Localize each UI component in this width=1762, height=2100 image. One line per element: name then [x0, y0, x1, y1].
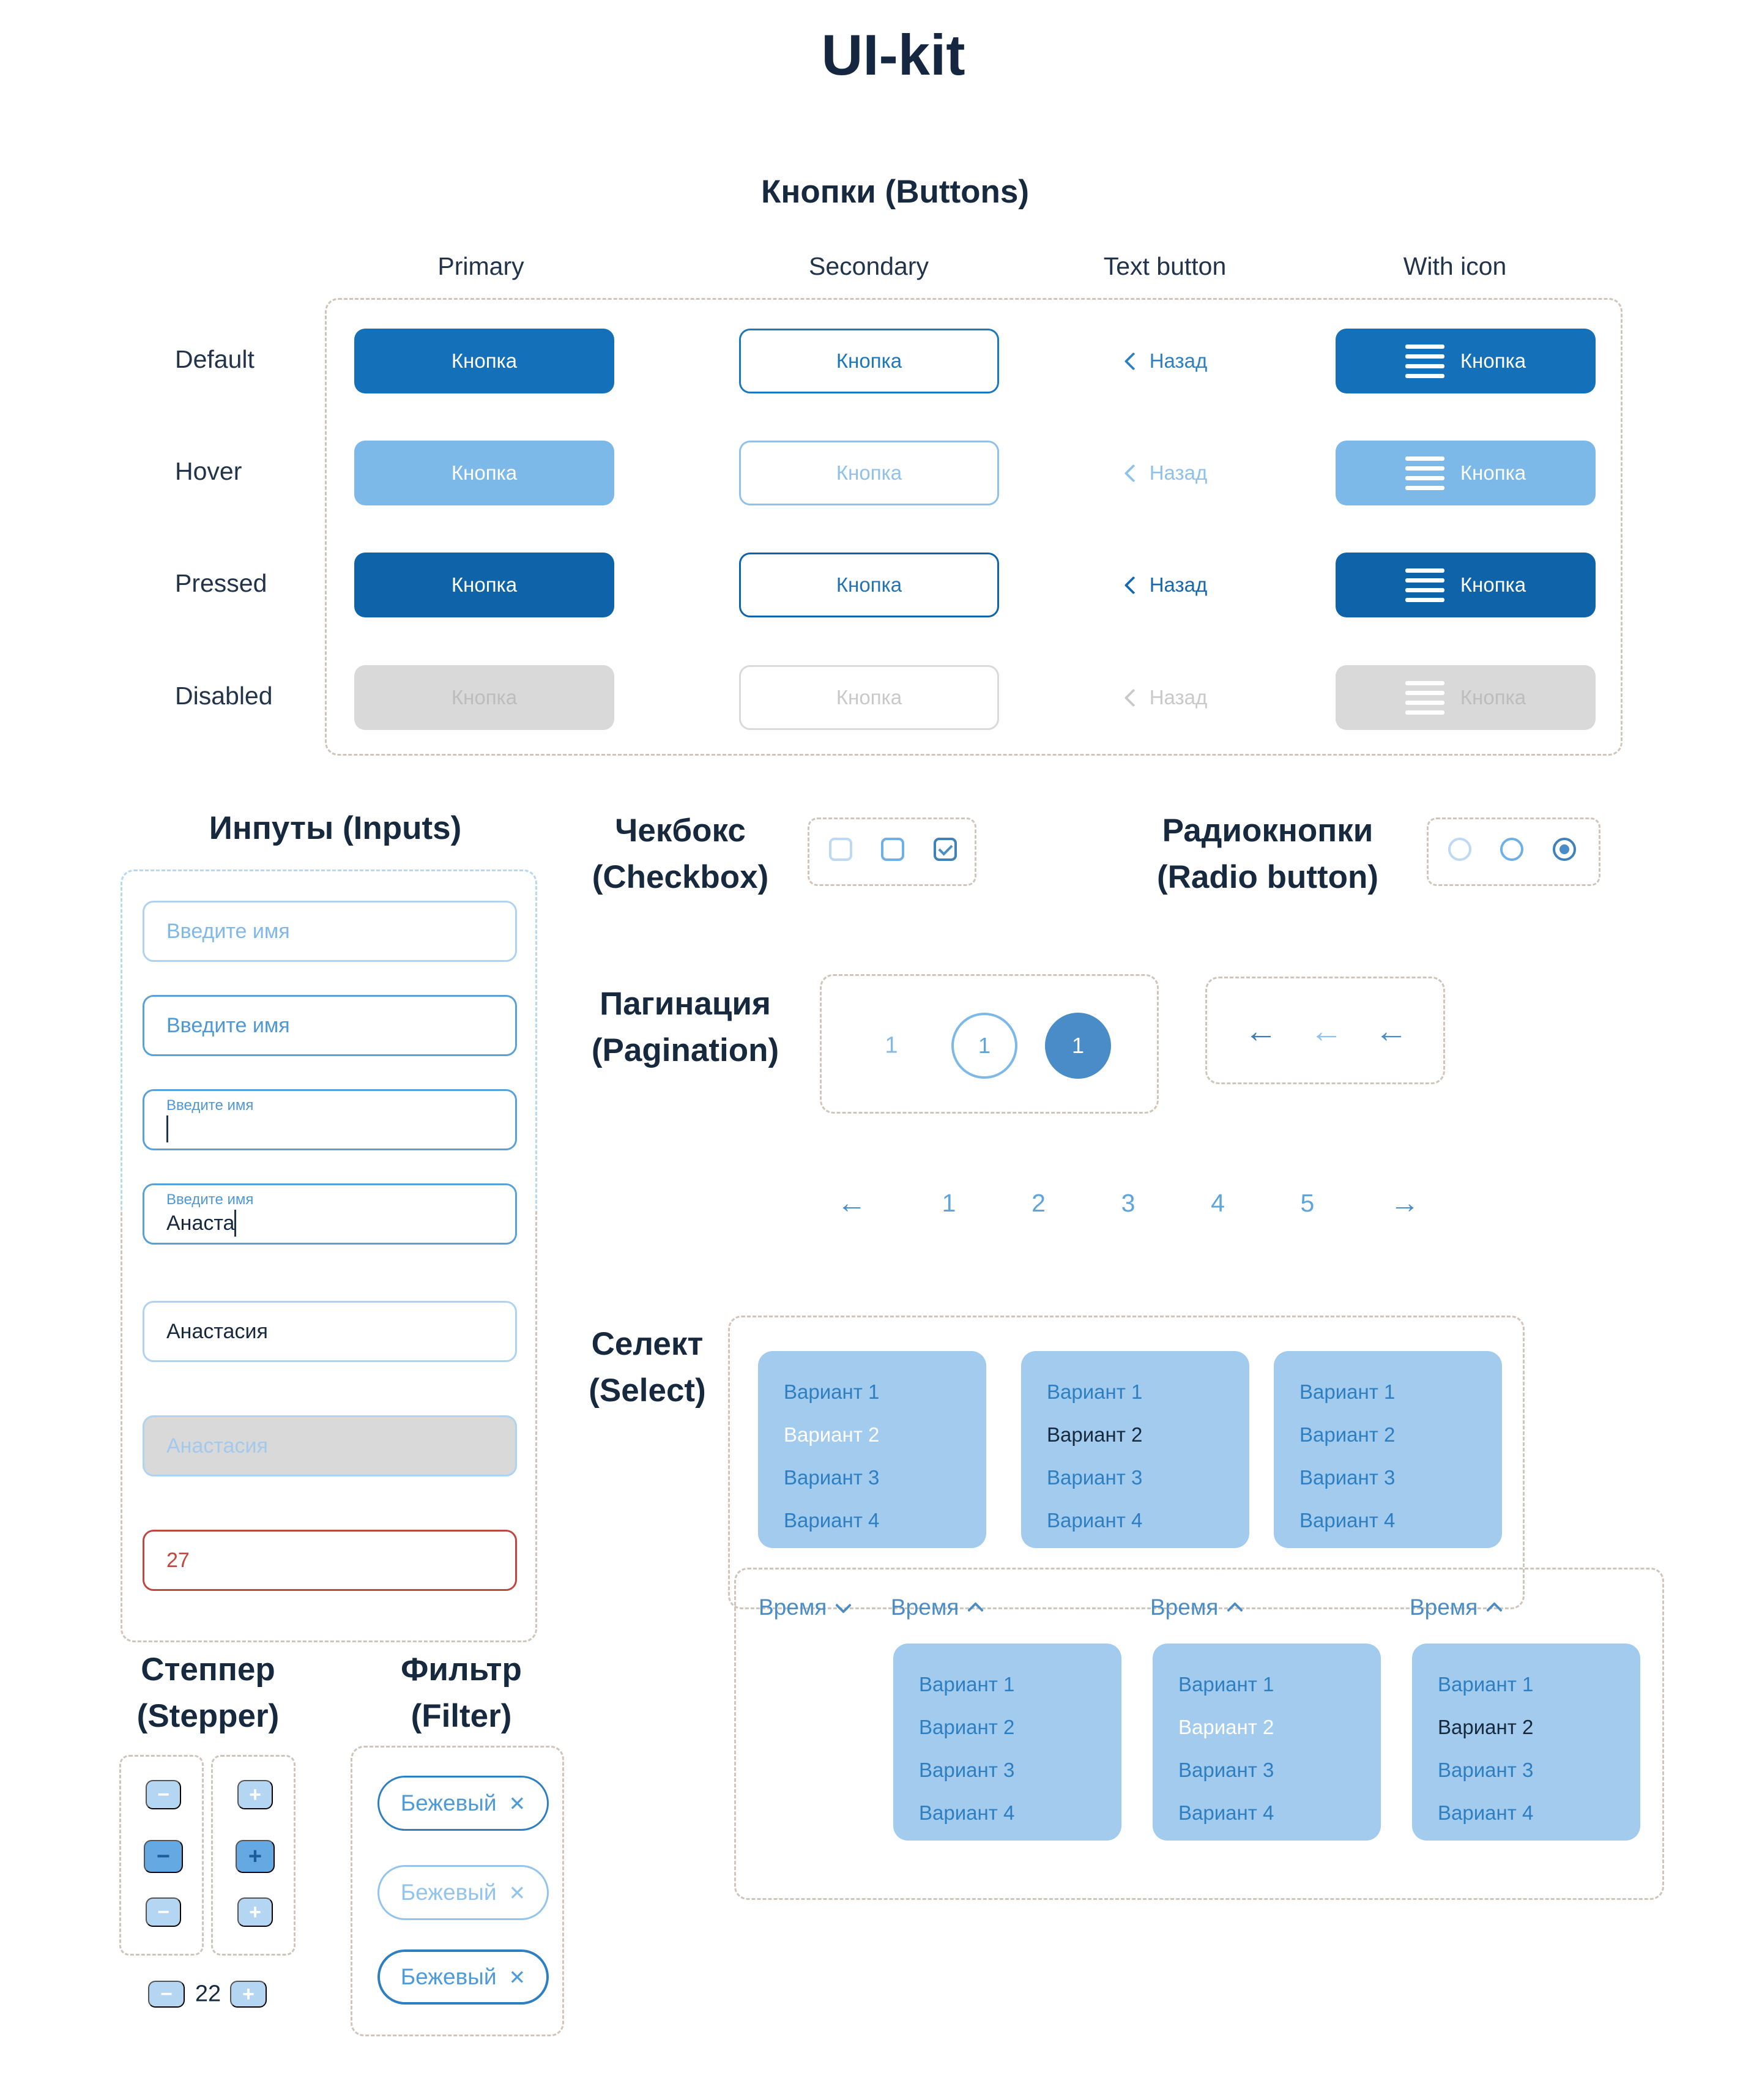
chevron-up-icon — [967, 1602, 984, 1618]
radio-unselected-light[interactable] — [1448, 838, 1471, 861]
select-option[interactable]: Вариант 2 — [919, 1716, 1015, 1738]
chip-label: Бежевый — [400, 1964, 497, 1989]
typed-value: Анаста — [166, 1211, 235, 1235]
back-label: Назад — [1149, 686, 1208, 709]
filter-heading-line2: (Filter) — [411, 1698, 512, 1734]
filter-chip-default[interactable] — [377, 1776, 549, 1831]
radio-unselected[interactable] — [1500, 838, 1523, 861]
chevron-up-icon — [1227, 1602, 1243, 1618]
name-input-disabled — [143, 1415, 517, 1476]
column-header-withicon: With icon — [1403, 252, 1507, 280]
arrow-left-hover[interactable]: ← — [1310, 1013, 1343, 1049]
select-option[interactable]: Вариант 1 — [1299, 1380, 1396, 1403]
page-link[interactable]: 5 — [1300, 1188, 1315, 1217]
dropdown-list-hover — [1153, 1644, 1381, 1841]
dropdown-toggle-open[interactable] — [1410, 1593, 1500, 1622]
plus-button-pressed[interactable] — [237, 1897, 273, 1927]
floating-label: Введите имя — [166, 1097, 254, 1114]
chevron-left-icon — [1124, 576, 1142, 594]
row-label-default: Default — [175, 345, 255, 373]
page-link[interactable]: 1 — [942, 1188, 956, 1217]
page-title: UI-kit — [821, 23, 965, 87]
radio-heading-line2: (Radio button) — [1156, 859, 1379, 895]
page-link[interactable]: 3 — [1121, 1188, 1136, 1217]
stepper-increment-button[interactable] — [230, 1981, 267, 2008]
checkbox-unchecked[interactable] — [881, 838, 904, 861]
button-label: Кнопка — [1460, 349, 1526, 372]
menu-icon — [1405, 456, 1444, 490]
name-input-hover[interactable] — [143, 995, 517, 1056]
select-option[interactable]: Вариант 2 — [1299, 1423, 1396, 1446]
icon-button-disabled — [1336, 665, 1596, 730]
button-label: Кнопка — [451, 686, 518, 709]
secondary-button-pressed[interactable] — [739, 553, 999, 617]
stepper-plus-box — [211, 1755, 296, 1956]
button-label: Кнопка — [836, 686, 902, 709]
primary-button-disabled — [354, 665, 614, 730]
checkbox-checked[interactable] — [934, 838, 957, 861]
select-option[interactable]: Вариант 1 — [1047, 1380, 1143, 1403]
button-label: Кнопка — [836, 573, 902, 596]
chevron-left-icon — [1124, 464, 1142, 482]
minus-glyph: − — [160, 1982, 173, 2006]
select-option[interactable]: Вариант 4 — [1299, 1509, 1396, 1532]
select-option[interactable]: Вариант 3 — [1438, 1759, 1534, 1781]
select-option[interactable]: Вариант 1 — [1438, 1673, 1534, 1696]
icon-button-default[interactable] — [1336, 329, 1596, 393]
icon-button-hover[interactable] — [1336, 441, 1596, 505]
plus-glyph: + — [249, 1900, 261, 1924]
dropdown-label: Время — [759, 1595, 827, 1620]
dropdown-toggle-open[interactable] — [891, 1593, 981, 1622]
pagination-heading-line1: Пагинация — [600, 986, 771, 1022]
dropdown-label: Время — [1150, 1595, 1219, 1620]
select-option[interactable]: Вариант 4 — [1438, 1801, 1534, 1824]
pagination-states-box — [820, 974, 1159, 1114]
column-header-textbutton: Text button — [1103, 252, 1227, 280]
dropdown-label: Время — [1410, 1595, 1478, 1620]
radio-dot — [1559, 844, 1569, 854]
button-label: Кнопка — [451, 573, 518, 596]
stepper-heading-line1: Степпер — [141, 1651, 275, 1688]
back-label: Назад — [1149, 573, 1208, 596]
stepper-heading-line2: (Stepper) — [136, 1698, 280, 1734]
inputs-heading: Инпуты (Inputs) — [209, 810, 462, 846]
name-input-filled[interactable] — [143, 1301, 517, 1362]
prev-page-arrow[interactable]: ← — [837, 1186, 866, 1219]
inputs-showcase-box — [121, 869, 537, 1642]
page-link[interactable]: 2 — [1032, 1188, 1046, 1217]
radio-selected[interactable] — [1553, 838, 1576, 861]
column-header-secondary: Secondary — [808, 252, 929, 280]
select-lists-box — [728, 1316, 1525, 1609]
stepper-value: 22 — [195, 1981, 221, 2007]
select-option[interactable]: Вариант 3 — [919, 1759, 1015, 1781]
check-icon — [938, 841, 953, 855]
remove-chip-icon[interactable]: ✕ — [508, 1965, 526, 1989]
select-option[interactable]: Вариант 4 — [919, 1801, 1015, 1824]
plus-glyph: + — [248, 1843, 262, 1869]
checkbox-showcase-box — [808, 817, 976, 886]
minus-glyph: − — [156, 1843, 171, 1869]
select-option-hovered[interactable]: Вариант 2 — [1178, 1716, 1274, 1738]
button-label: Кнопка — [836, 349, 902, 372]
menu-icon — [1405, 681, 1444, 715]
dropdown-label: Время — [891, 1595, 959, 1620]
primary-button-default[interactable] — [354, 329, 614, 393]
chevron-left-icon — [1124, 352, 1142, 370]
select-option[interactable]: Вариант 3 — [784, 1466, 880, 1489]
text-button-default[interactable] — [1037, 329, 1297, 393]
select-option[interactable]: Вариант 1 — [1178, 1673, 1274, 1696]
text-button-pressed[interactable] — [1037, 553, 1297, 617]
secondary-button-default[interactable] — [739, 329, 999, 393]
select-option-selected[interactable]: Вариант 2 — [1438, 1716, 1534, 1738]
menu-icon — [1405, 568, 1444, 602]
back-label: Назад — [1149, 461, 1208, 484]
radio-showcase-box — [1427, 817, 1600, 886]
menu-icon — [1405, 344, 1444, 378]
dropdown-list-default — [893, 1644, 1121, 1841]
secondary-button-disabled — [739, 665, 999, 730]
chevron-left-icon — [1124, 688, 1142, 707]
select-option[interactable]: Вариант 4 — [1047, 1509, 1143, 1532]
next-page-arrow[interactable]: → — [1390, 1186, 1419, 1219]
select-heading-line1: Селект — [591, 1326, 704, 1362]
select-dropdown-box — [734, 1568, 1664, 1900]
page-number-label: 1 — [1071, 1033, 1085, 1058]
minus-button-default[interactable] — [146, 1780, 181, 1809]
row-label-disabled: Disabled — [175, 682, 273, 710]
minus-button-pressed[interactable] — [146, 1897, 181, 1927]
plus-button-default[interactable] — [237, 1780, 273, 1809]
primary-button-pressed[interactable] — [354, 553, 614, 617]
row-label-hover: Hover — [175, 457, 242, 485]
select-option[interactable]: Вариант 3 — [1047, 1466, 1143, 1489]
radio-heading-line1: Радиокнопки — [1162, 813, 1374, 849]
select-heading-line2: (Select) — [589, 1372, 706, 1409]
button-label: Кнопка — [451, 461, 518, 484]
filter-heading-line1: Фильтр — [401, 1651, 522, 1688]
text-caret — [166, 1115, 168, 1142]
row-label-pressed: Pressed — [175, 569, 267, 597]
button-label: Кнопка — [1460, 686, 1526, 709]
select-option[interactable]: Вариант 4 — [1178, 1801, 1274, 1824]
name-input-typing[interactable] — [143, 1183, 517, 1245]
plus-button-hover[interactable] — [236, 1840, 275, 1873]
buttons-heading: Кнопки (Buttons) — [760, 174, 1030, 210]
filter-showcase-box — [351, 1746, 564, 2036]
stepper-minus-box — [119, 1755, 204, 1956]
arrow-left-pressed[interactable]: ← — [1244, 1013, 1277, 1049]
button-label: Кнопка — [451, 349, 518, 372]
pagination-bar — [837, 1186, 1419, 1220]
page-number-hover[interactable] — [951, 1013, 1017, 1079]
text-button-disabled — [1037, 665, 1297, 730]
filter-chip-hover[interactable] — [377, 1865, 549, 1920]
button-label: Кнопка — [836, 461, 902, 484]
select-list-hover — [758, 1351, 986, 1548]
name-input-default[interactable] — [143, 901, 517, 962]
dropdown-toggle-open[interactable] — [1150, 1593, 1241, 1622]
page-number-active[interactable] — [1045, 1013, 1111, 1079]
select-list-selected — [1021, 1351, 1249, 1548]
chevron-down-icon — [835, 1597, 852, 1614]
minus-glyph: − — [157, 1782, 169, 1806]
plus-glyph: + — [249, 1782, 261, 1806]
button-label: Кнопка — [1460, 573, 1526, 596]
select-option-hovered[interactable]: Вариант 2 — [784, 1423, 880, 1446]
name-input-error[interactable] — [143, 1530, 517, 1591]
pagination-heading-line2: (Pagination) — [591, 1032, 779, 1068]
text-caret — [234, 1210, 236, 1237]
floating-label: Введите имя — [166, 1191, 254, 1208]
back-label: Назад — [1149, 349, 1208, 372]
chevron-up-icon — [1486, 1602, 1503, 1618]
plus-glyph: + — [242, 1982, 255, 2006]
dropdown-toggle-closed[interactable] — [759, 1593, 849, 1622]
minus-glyph: − — [157, 1900, 169, 1924]
select-option[interactable]: Вариант 1 — [784, 1380, 880, 1403]
remove-chip-icon[interactable]: ✕ — [508, 1792, 526, 1815]
checkbox-heading-line2: (Checkbox) — [592, 859, 769, 895]
stepper-decrement-button[interactable] — [148, 1981, 185, 2008]
name-input-focused[interactable] — [143, 1089, 517, 1150]
select-option[interactable]: Вариант 3 — [1178, 1759, 1274, 1781]
filter-chip-pressed[interactable] — [377, 1949, 549, 2005]
arrow-left-default[interactable]: ← — [1375, 1013, 1408, 1049]
select-option[interactable]: Вариант 3 — [1299, 1466, 1396, 1489]
select-option[interactable]: Вариант 1 — [919, 1673, 1015, 1696]
chip-label: Бежевый — [400, 1790, 497, 1815]
checkbox-unchecked-light[interactable] — [829, 838, 852, 861]
buttons-showcase-box — [325, 298, 1623, 756]
dropdown-list-selected — [1412, 1644, 1640, 1841]
button-label: Кнопка — [1460, 461, 1526, 484]
checkbox-heading-line1: Чекбокс — [615, 813, 746, 849]
column-header-primary: Primary — [437, 252, 524, 280]
icon-button-pressed[interactable] — [1336, 553, 1596, 617]
select-list-default — [1274, 1351, 1502, 1548]
page-number-default[interactable]: 1 — [885, 1032, 898, 1059]
page-number-label: 1 — [978, 1033, 991, 1058]
minus-button-hover[interactable] — [144, 1840, 183, 1873]
select-option[interactable]: Вариант 4 — [784, 1509, 880, 1532]
primary-button-hover[interactable] — [354, 441, 614, 505]
pagination-arrows-box — [1205, 977, 1445, 1084]
chip-label: Бежевый — [400, 1880, 497, 1905]
page-link[interactable]: 4 — [1211, 1188, 1225, 1217]
remove-chip-icon[interactable]: ✕ — [508, 1881, 526, 1904]
text-button-hover[interactable] — [1037, 441, 1297, 505]
secondary-button-hover[interactable] — [739, 441, 999, 505]
select-option-selected[interactable]: Вариант 2 — [1047, 1423, 1143, 1446]
